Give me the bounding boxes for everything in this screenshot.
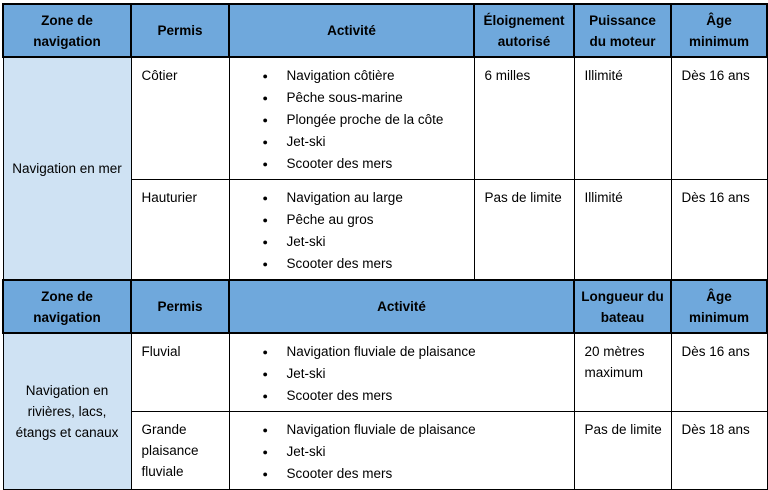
header-age-minimum-river: Âge minimum bbox=[671, 280, 767, 333]
header-puissance-moteur: Puissance du moteur bbox=[574, 4, 671, 57]
puissance-cell-hauturier: Illimité bbox=[574, 180, 671, 281]
header-age-minimum-sea: Âge minimum bbox=[671, 4, 767, 57]
activity-item: ● Jet-ski bbox=[263, 231, 470, 253]
activity-item: ● Jet-ski bbox=[263, 131, 470, 153]
activities-cell-grande-plaisance bbox=[229, 412, 574, 490]
header-activite-sea: Activité bbox=[229, 4, 474, 57]
permis-cell-cotier: Côtier bbox=[131, 57, 229, 180]
row-cotier bbox=[3, 57, 767, 180]
activity-item: ● Scooter des mers bbox=[263, 463, 570, 485]
permis-cell-hauturier: Hauturier bbox=[131, 180, 229, 281]
age-cell-grande-plaisance: Dès 18 ans bbox=[671, 412, 767, 490]
activities-cell-cotier bbox=[229, 57, 474, 180]
permis-cell-grande-plaisance: Grande plaisance fluviale bbox=[131, 412, 229, 490]
boating-permit-table-wrapper bbox=[2, 3, 768, 490]
header-permis-river: Permis bbox=[131, 280, 229, 333]
activity-item: ● Navigation au large bbox=[263, 187, 470, 209]
activity-item: ● Pêche sous-marine bbox=[263, 87, 470, 109]
header-row-sea bbox=[3, 4, 767, 57]
activity-item: ● Jet-ski bbox=[263, 363, 570, 385]
activity-item: ● Navigation côtière bbox=[263, 65, 470, 87]
age-cell-hauturier: Dès 16 ans bbox=[671, 180, 767, 281]
activity-item: ● Scooter des mers bbox=[263, 385, 570, 407]
activities-list-grande-plaisance bbox=[230, 419, 570, 485]
activity-item: ● Navigation fluviale de plaisance bbox=[263, 419, 570, 441]
activities-list-fluvial bbox=[230, 341, 570, 407]
eloignement-cell-cotier: 6 milles bbox=[474, 57, 574, 180]
boating-permit-table bbox=[2, 3, 768, 490]
header-zone-navigation-sea: Zone de navigation bbox=[3, 4, 131, 57]
activity-item: ● Navigation fluviale de plaisance bbox=[263, 341, 570, 363]
activities-list-hauturier bbox=[230, 187, 470, 275]
header-zone-navigation-river: Zone de navigation bbox=[3, 280, 131, 333]
longueur-cell-fluvial: 20 mètres maximum bbox=[574, 333, 671, 412]
zone-cell-navigation-en-mer: Navigation en mer bbox=[3, 57, 131, 280]
activities-list-cotier bbox=[230, 65, 470, 175]
zone-cell-navigation-rivieres: Navigation en rivières, lacs, étangs et canaux bbox=[3, 333, 131, 490]
activity-item: ● Scooter des mers bbox=[263, 253, 470, 275]
eloignement-cell-hauturier: Pas de limite bbox=[474, 180, 574, 281]
header-eloignement-autorise: Éloignement autorisé bbox=[474, 4, 574, 57]
puissance-cell-cotier: Illimité bbox=[574, 57, 671, 180]
age-cell-cotier: Dès 16 ans bbox=[671, 57, 767, 180]
activities-cell-fluvial bbox=[229, 333, 574, 412]
activity-item: ● Pêche au gros bbox=[263, 209, 470, 231]
longueur-cell-grande-plaisance: Pas de limite bbox=[574, 412, 671, 490]
activities-cell-hauturier bbox=[229, 180, 474, 281]
permis-cell-fluvial: Fluvial bbox=[131, 333, 229, 412]
age-cell-fluvial: Dès 16 ans bbox=[671, 333, 767, 412]
header-row-river bbox=[3, 280, 767, 333]
activity-item: ● Jet-ski bbox=[263, 441, 570, 463]
header-activite-river: Activité bbox=[229, 280, 574, 333]
activity-item: ● Scooter des mers bbox=[263, 153, 470, 175]
row-fluvial bbox=[3, 333, 767, 412]
header-longueur-bateau: Longueur du bateau bbox=[574, 280, 671, 333]
activity-item: ● Plongée proche de la côte bbox=[263, 109, 470, 131]
header-permis-sea: Permis bbox=[131, 4, 229, 57]
